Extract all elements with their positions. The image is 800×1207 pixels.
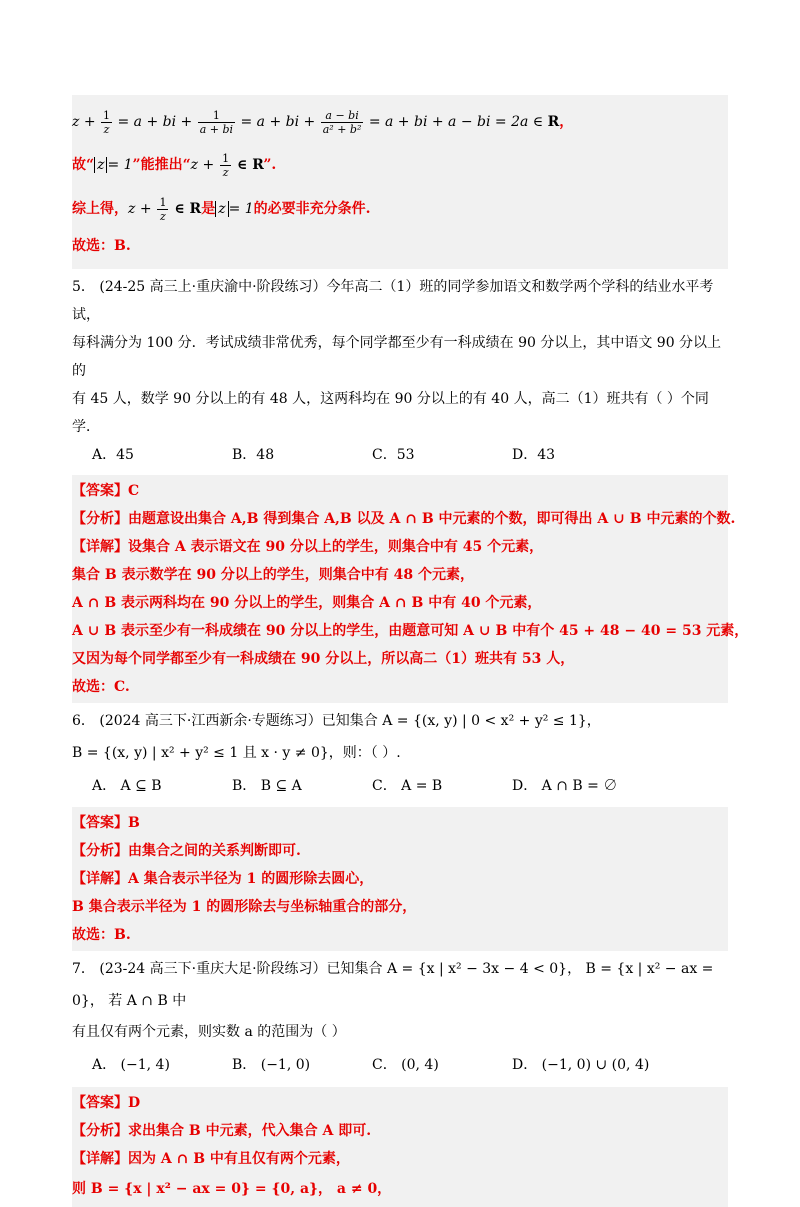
text: = 1 (228, 201, 254, 217)
q5-answer: 【答案】C (72, 483, 140, 499)
abs-z: z (215, 201, 228, 217)
q6-option-d: D． A ∩ B = ∅ (512, 778, 618, 794)
q5-detail-5: 又因为每个同学都至少有一科成绩在 90 分以上，所以高二（1）班共有 53 人， (72, 651, 575, 667)
q7-detail-1: 【详解】因为 A ∩ B 中有且仅有两个元素， (72, 1151, 350, 1167)
eq-part-2: = a + bi + (240, 114, 316, 130)
q6-answer: 【答案】B (72, 815, 140, 831)
eq-part-3: = a + bi + a − bi = 2a ∈ (368, 114, 544, 130)
q5-option-b: B．48 (232, 447, 275, 463)
q5-analysis: 【分析】由题意设出集合 A,B 得到集合 A,B 以及 A ∩ B 中元素的个数，即可得出 A ∪ B 中元素的个数. (72, 511, 736, 527)
q5-detail-3: A ∩ B 表示两科均在 90 分以上的学生，则集合 A ∩ B 中有 40 个元素， (72, 595, 542, 611)
q5-stem-2: 每科满分为 100 分．考试成绩非常优秀，每个同学都至少有一科成绩在 90 分以上，其中语文 90 分以上的 (72, 335, 722, 379)
text: ∈ R (236, 157, 264, 173)
text: z + (190, 157, 215, 173)
fraction-1-over-z (157, 196, 168, 223)
q6-detail-1: 【详解】A 集合表示半径为 1 的圆形除去圆心， (72, 871, 374, 887)
den: z (222, 165, 229, 179)
q7-option-c: C． (0, 4) (372, 1057, 439, 1073)
q7-answer: 【答案】D (72, 1095, 141, 1111)
q5-detail-2: 集合 B 表示数学在 90 分以上的学生，则集合中有 48 个元素， (72, 567, 475, 583)
q7-solution (72, 1087, 728, 1207)
carry-choose: 故选：B. (72, 238, 131, 254)
fraction-1-over-z (220, 152, 231, 179)
num: a − bi (321, 109, 364, 123)
text: ”能推出“ (132, 157, 191, 173)
q7-stem-2: 有且仅有两个元素，则实数 a 的范围为（ ） (72, 1024, 346, 1040)
text: 故“ (72, 157, 95, 173)
num: 1 (198, 109, 235, 123)
q7-options (72, 1047, 728, 1083)
den: a² + b² (322, 122, 362, 136)
question-6 (72, 705, 728, 951)
q7-stem-1: 7． (23-24 高三下·重庆大足·阶段练习）已知集合 A = {x | x² − 3x − 4 < 0}， B = {x | x² − ax = 0}， 若 A ∩ B 中 (72, 961, 714, 1009)
eq-part-1: = a + bi + (117, 114, 193, 130)
text: 的必要非充分条件. (253, 201, 371, 217)
q5-detail-4: A ∪ B 表示至少有一科成绩在 90 分以上的学生，由题意可知 A ∪ B 中有个 45 + 48 − 40 = 53 元素， (72, 623, 749, 639)
text: 综上得， (72, 201, 128, 217)
q5-detail-1: 【详解】设集合 A 表示语文在 90 分以上的学生，则集合中有 45 个元素， (72, 539, 544, 555)
eq-line (72, 101, 728, 143)
q5-stem-3: 有 45 人，数学 90 分以上的有 48 人，这两科均在 90 分以上的有 40 人，高二（1）班共有（ ）个同学． (72, 391, 709, 435)
q7-analysis: 【分析】求出集合 B 中元素，代入集合 A 即可. (72, 1123, 372, 1139)
question-5 (72, 273, 749, 703)
den: a + bi (199, 122, 234, 136)
carry-line-3 (72, 187, 728, 231)
q6-option-c: C． A = B (372, 778, 443, 794)
question-7 (72, 953, 728, 1207)
text: ”. (263, 157, 277, 173)
solution-carryover (72, 95, 728, 269)
den: z (103, 122, 110, 136)
q6-choose: 故选：B. (72, 927, 131, 943)
q5-option-d: D．43 (512, 447, 556, 463)
fraction-1-over-z (101, 109, 112, 136)
comma: ， (559, 114, 574, 130)
var-z: z (72, 114, 80, 130)
q5-choose: 故选：C. (72, 679, 130, 695)
q6-stem-2: B = {(x, y) | x² + y² ≤ 1 且 x · y ≠ 0}，则：（ ）. (72, 745, 401, 761)
q6-analysis: 【分析】由集合之间的关系判断即可. (72, 843, 301, 859)
text: = 1 (107, 157, 133, 173)
text: 是 (201, 201, 216, 217)
fraction-1-over-abi (198, 109, 235, 136)
q7-option-b: B． (−1, 0) (232, 1057, 311, 1073)
text: ∈ R (174, 201, 202, 217)
content (72, 95, 749, 1207)
q5-stem-1: 5． (24-25 高三上·重庆渝中·阶段练习）今年高二（1）班的同学参加语文和数学两个学科的结业水平考试， (72, 279, 714, 323)
q5-solution (72, 475, 749, 703)
num: 1 (159, 195, 167, 209)
q6-option-a: A． A ⊆ B (92, 778, 162, 794)
num: 1 (103, 108, 111, 122)
fraction-conjugate (321, 109, 364, 136)
carry-line-2 (72, 143, 728, 187)
q6-detail-2: B 集合表示半径为 1 的圆形除去与坐标轴重合的部分， (72, 899, 417, 915)
q5-option-a: A．45 (92, 447, 134, 463)
text: z + (128, 201, 152, 217)
q7-option-a: A． (−1, 4) (92, 1057, 170, 1073)
q6-options (72, 769, 728, 803)
den: z (160, 209, 166, 223)
num: 1 (222, 151, 230, 165)
q5-options (72, 441, 728, 469)
q7-detail-2: 则 B = {x | x² − ax = 0} = {0, a}， a ≠ 0， (72, 1181, 392, 1197)
abs-z: z (94, 157, 107, 173)
q6-solution (72, 807, 728, 951)
q6-option-b: B． B ⊆ A (232, 778, 302, 794)
q5-option-c: C．53 (372, 447, 415, 463)
real-set-R: R (547, 114, 560, 130)
q7-option-d: D． (−1, 0) ∪ (0, 4) (512, 1057, 650, 1073)
plus-sign: + (83, 114, 96, 130)
q6-stem-1: 6． (2024 高三下·江西新余·专题练习）已知集合 A = {(x, y) | 0 < x² + y² ≤ 1}， (72, 713, 601, 729)
